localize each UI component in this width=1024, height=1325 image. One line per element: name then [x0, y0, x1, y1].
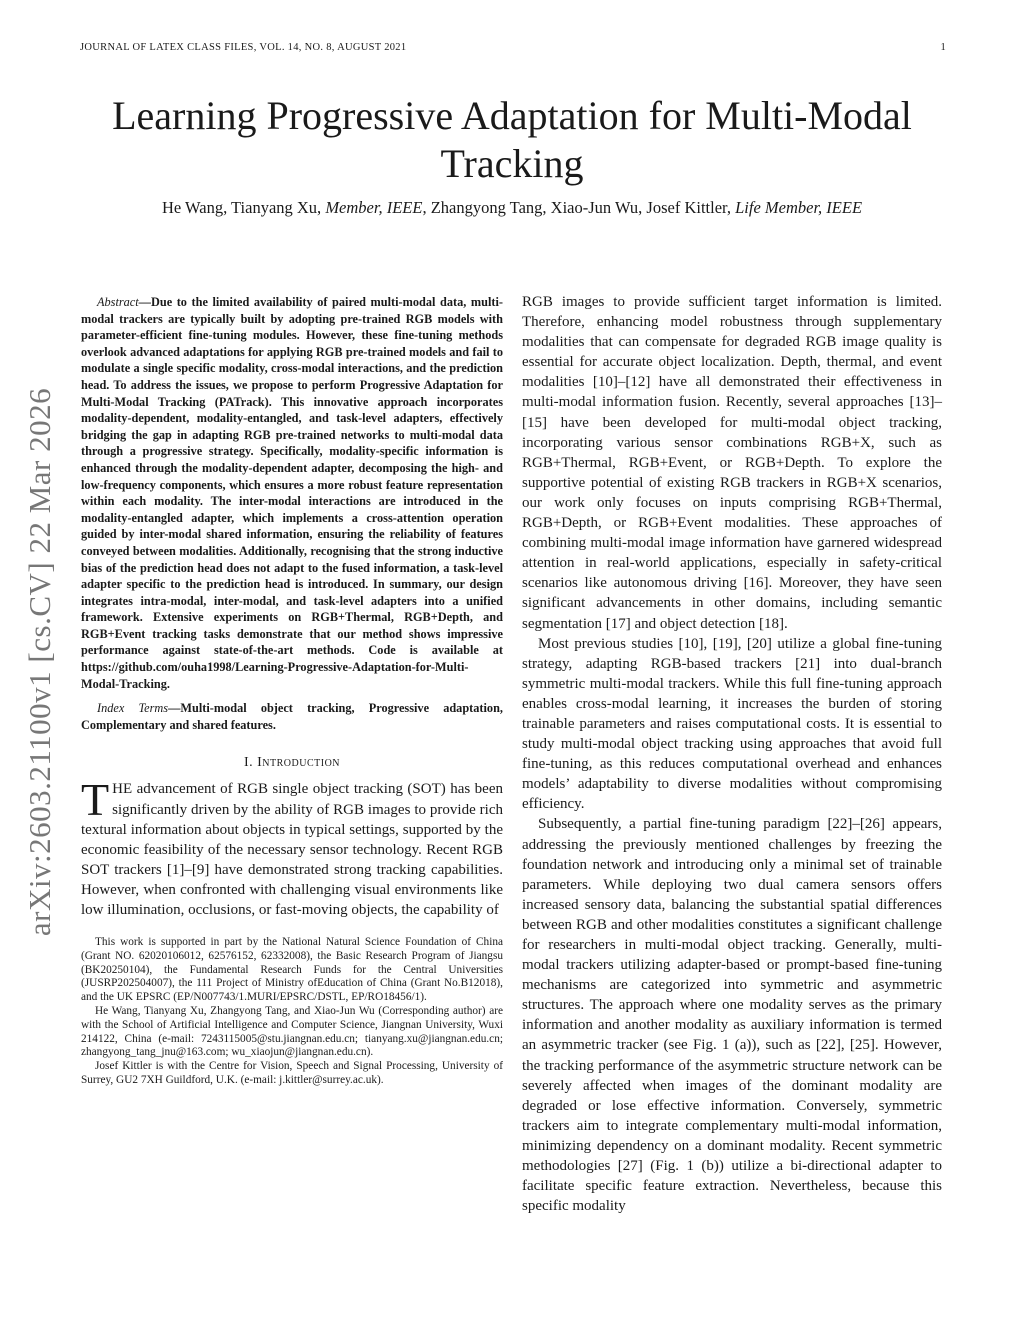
- author-names-1: He Wang, Tianyang Xu,: [161, 198, 326, 217]
- abstract-text: —Due to the limited availability of paired multi-modal data, multi-modal trackers are typically built by adopting pre-trained RGB models with parameter-efficient fine-tuning modules. However, these fine-tuning methods overlook advanced adaptations for applying RGB pre-trained models and fail to modulate a single specific modality, cross-modal interactions, and the prediction head. To address the issues, we propose to perform Progressive Adaptation for Multi-Modal Tracking (PATrack). This innovative approach incorporates modality-dependent, modality-entangled, and task-level adapters, effectively bridging the gap in adapting RGB pre-trained networks to multi-modal data through a progressive strategy. Specifically, modality-specific information is enhanced through the modality-dependent adapter, decomposing the high- and low-frequency components, which ensures a more robust feature representation within each modality. The inter-modal interactions are introduced in the modality-entangled adapter, which implements a cross-attention operation guided by inter-modal shared information, ensuring the reliability of features conveyed between modalities. Additionally, recognising that the strong inductive bias of the prediction head does not adapt to the fused information, a task-level adapter specific to the prediction head is introduced. In summary, our design integrates intra-modal, inter-modal, and task-level adapters into a unified framework. Extensive experiments on RGB+Thermal, RGB+Depth, and RGB+Event tracking tasks demonstrate that our method shows impressive performance against state-of-the-art methods. Code is available at https://github.com/ouha1998/Learning-Progressive-Adaptation-for-Multi-Modal-Tracking.: [81, 295, 503, 691]
- section-number: I.: [243, 755, 258, 771]
- body-paragraph: RGB images to provide sufficient target information is limited. Therefore, enhancing model robustness through supplementary modalities that can compensate for degraded RGB image quality is essential for accurate object localization. Depth, thermal, and event modalities [10]–[12] have all demonstrated their effectiveness in multi-modal information fusion. Recently, several approaches [13]–[15] have been developed for multi-modal object tracking, incorporating various sensor combinations RGB+X, such as RGB+Thermal, RGB+Event, or RGB+Depth. To explore the supportive potential of existing RGB trackers in RGB+X scenarios, our work only focuses on inputs comprising RGB+Thermal, RGB+Depth, or RGB+Event modalities. These approaches of combining multi-modal image information have garnered widespread attention in real-world applications, especially in safety-critical scenarios like autonomous driving [16]. Moreover, they have seen significant advancements in other domains, including semantic segmentation [17] and object detection [18].: [522, 294, 942, 632]
- footnotes: [81, 936, 503, 1088]
- author-names-2: , Zhangyong Tang, Xiao-Jun Wu, Josef Kittler,: [422, 198, 736, 217]
- footnote-affiliation-surrey: Josef Kittler is with the Centre for Vision, Speech and Signal Processing, University of Surrey, GU2 7XH Guildford, U.K. (e-mail: j.kittler@surrey.ac.uk).: [81, 1060, 503, 1087]
- body-paragraph: Most previous studies [10], [19], [20] utilize a global fine-tuning strategy, adapting RGB-based trackers [21] into dual-branch symmetric multi-modal trackers. While this full fine-tuning approach enables cross-modal learning, it increases the burden of storing trainable parameters and raises computational costs. It is essential to study multi-modal object tracking using approaches that avoid full fine-tuning, as this reduces computational overhead and enhances models’ adaptability to diverse modalities without compromising efficiency.: [522, 635, 942, 813]
- paper-title: Learning Progressive Adaptation for Multi-Modal Tracking: [112, 93, 912, 186]
- journal-header: JOURNAL OF LATEX CLASS FILES, VOL. 14, NO. 8, AUGUST 2021: [80, 42, 407, 53]
- section-heading: [81, 755, 503, 771]
- footnote-affiliation-jiangnan: He Wang, Tianyang Xu, Zhangyong Tang, and Xiao-Jun Wu (Corresponding author) are with the School of Artificial Intelligence and Computer Science, Jiangnan University, Wuxi 214122, China (e-mail: 7243115005@stu.jiangnan.edu.cn; tianyang.xu@jiangnan.edu.cn; zhangyong_tang_jnu@163.com; wu_xiaojun@jiangnan.edu.cn).: [81, 1005, 503, 1059]
- index-terms-label: Index Terms: [97, 701, 169, 716]
- abstract-label: Abstract: [97, 295, 139, 309]
- footnote-funding: This work is supported in part by the National Natural Science Foundation of China (Grant NO. 62020106012, 62576152, 62332008), the Basic Research Program of Jiangsu (BK20250104), the Fundamental Research Funds for the Central Universities (JUSRP202504007), the 111 Project of Ministry ofEducation of China (Grant No.B12018), and the UK EPSRC (EP/N007743/1.MURI/EPSRC/DSTL, EP/RO18456/1).: [81, 936, 503, 1004]
- index-terms-text: —Multi-modal object tracking, Progressive adaptation, Complementary and shared features.: [81, 701, 503, 732]
- abstract: [81, 294, 503, 692]
- intro-paragraph-text: HE advancement of RGB single object tracking (SOT) has been significantly driven by the ability of RGB images to provide rich textural information about objects in typical settings, supported by the economic feasibility of the necessary sensor technology. Recent RGB SOT trackers [1]–[9] have demonstrated strong tracking capabilities. However, when confronted with challenging visual environments like low illumination, occlusions, or fast-moving objects, the capability of: [81, 781, 503, 918]
- author-list: [60, 198, 964, 218]
- body-paragraph: Subsequently, a partial fine-tuning paradigm [22]–[26] appears, addressing the previously mentioned challenges by freezing the foundation network and introducing only a minimal set of trainable parameters. While deploying two dual camera sensors offers increased sensory data, balancing the substantial spatial differences between RGB and other modalities constitutes a significant challenge for researchers in multi-modal object tracking. Generally, multi-modal trackers utilizing adapter-based or prompt-based fine-tuning mechanisms are categorized into symmetric and asymmetric structures. The approach where one modality serves as the primary information and another modality as auxiliary information is termed an asymmetric tracker (see Fig. 1 (a)), such as [22], [25]. However, the tracking performance of the asymmetric structure network can be severely affected when images of the dominant modality are degraded or lose effective information. Conversely, symmetric trackers aim to integrate complementary multi-modal information, minimizing dependency on a dominant modality. Recent symmetric methodologies [27] (Fig. 1 (b)) utilize a bi-directional adapter to facilitate specific feature extraction. Nevertheless, because this specific modality: [522, 816, 942, 1215]
- section-title: Introduction: [257, 755, 341, 771]
- arxiv-identifier: arXiv:2603.21100v1 [cs.CV] 22 Mar 2026: [22, 387, 57, 937]
- right-column: [522, 292, 942, 1216]
- author-role-1: Member, IEEE: [325, 198, 423, 217]
- drop-cap: T: [81, 774, 110, 826]
- index-terms: [81, 700, 503, 733]
- running-head: [80, 42, 946, 53]
- page-number: 1: [940, 42, 946, 53]
- left-column: [81, 294, 503, 1088]
- intro-paragraph: [81, 774, 503, 920]
- author-role-2: Life Member, IEEE: [735, 198, 863, 217]
